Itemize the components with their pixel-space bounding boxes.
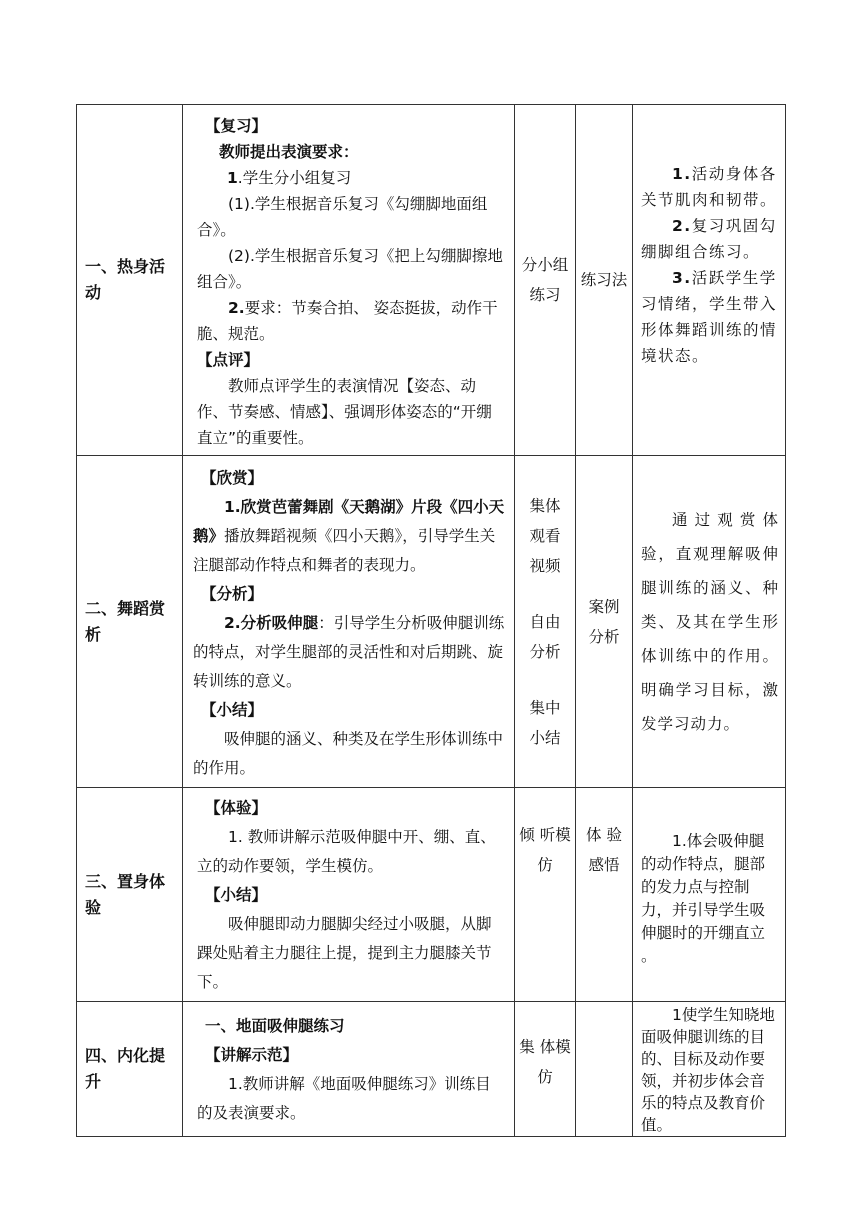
content-line: 1. 教师讲解示范吸伸腿中开、绷、直、立的动作要领，学生模仿。 [197, 828, 496, 875]
content-line: 1.学生分小组复习 [227, 169, 352, 187]
content-line: (1).学生根据音乐复习《勾绷脚地面组合》。 [197, 195, 488, 239]
content-line: 2.要求：节奏合拍、 姿态挺拔，动作干脆、规范。 [197, 299, 498, 343]
table-row [77, 456, 786, 788]
section-heading: 一、地面吸伸腿练习 [205, 1017, 345, 1035]
method-cell: 集体 观看 视频 自由 分析 集中 小结 [515, 456, 576, 788]
content-line: 教师提出表演要求： [219, 143, 359, 161]
content-line: 吸伸腿即动力腿脚尖经过小吸腿，从脚踝处贴着主力腿往上提，提到主力腿膝关节下。 [197, 915, 492, 991]
method-cell: 分小组练习 [515, 105, 576, 456]
goal-cell [633, 105, 786, 456]
lesson-plan-table [76, 104, 786, 1137]
technique-cell [576, 1002, 633, 1137]
stage-cell: 四、内化提升 [77, 1002, 183, 1137]
goal-line: 2.复习巩固勾绷脚组合练习。 [641, 217, 777, 261]
section-heading: 【点评】 [197, 351, 260, 369]
stage-cell: 一、热身活动 [77, 105, 183, 456]
content-cell [183, 1002, 515, 1137]
table-row [77, 105, 786, 456]
content-cell [183, 788, 515, 1002]
section-heading: 【复习】 [205, 117, 268, 135]
section-heading: 【分析】 [201, 585, 264, 603]
section-heading: 【体验】 [205, 799, 268, 817]
section-heading: 【小结】 [201, 701, 264, 719]
content-line: 2.分析吸伸腿：引导学生分析吸伸腿训练的特点，对学生腿部的灵活性和对后期跳、旋转训练的意义。 [193, 614, 505, 690]
technique-cell: 案例分析 [576, 456, 633, 788]
content-line: 1.欣赏芭蕾舞剧《天鹅湖》片段《四小天鹅》播放舞蹈视频《四小天鹅》，引导学生关注腿部动作特点和舞者的表现力。 [193, 498, 505, 574]
stage-cell: 二、舞蹈赏析 [77, 456, 183, 788]
table-row [77, 1002, 786, 1137]
content-cell [183, 105, 515, 456]
goal-line: 1.活动身体各关节肌肉和韧带。 [641, 165, 778, 209]
goal-cell: 1使学生知晓地面吸伸腿训练的目的、目标及动作要领，并初步体会音乐的特点及教育价值。 [633, 1002, 786, 1137]
stage-cell: 三、置身体验 [77, 788, 183, 1002]
section-heading: 【讲解示范】 [205, 1046, 299, 1064]
content-line: 吸伸腿的涵义、种类及在学生形体训练中的作用。 [193, 730, 504, 777]
technique-cell: 体 验感悟 [576, 788, 633, 1002]
goal-cell: 通过观赏体验，直观理解吸伸腿训练的涵义、种类、及其在学生形体训练中的作用。明确学习目标，激发学习动力。 [633, 456, 786, 788]
method-cell: 倾 听模仿 [515, 788, 576, 1002]
content-line: 教师点评学生的表演情况【姿态、动作、节奏感、情感】、强调形体姿态的“开绷直立”的重要性。 [197, 377, 492, 447]
content-line: 1.教师讲解《地面吸伸腿练习》训练目的及表演要求。 [197, 1075, 491, 1122]
technique-cell: 练习法 [576, 105, 633, 456]
section-heading: 【小结】 [205, 886, 268, 904]
method-cell: 集 体模仿 [515, 1002, 576, 1137]
goal-cell: 1.体会吸伸腿的动作特点，腿部的发力点与控制力，并引导学生吸伸腿时的开绷直立 。 [633, 788, 786, 1002]
content-cell [183, 456, 515, 788]
table-row [77, 788, 786, 1002]
goal-line: 3.活跃学生学习情绪，学生带入形体舞蹈训练的情境状态。 [641, 269, 778, 365]
content-line: (2).学生根据音乐复习《把上勾绷脚擦地组合》。 [197, 247, 503, 291]
section-heading: 【欣赏】 [201, 469, 264, 487]
